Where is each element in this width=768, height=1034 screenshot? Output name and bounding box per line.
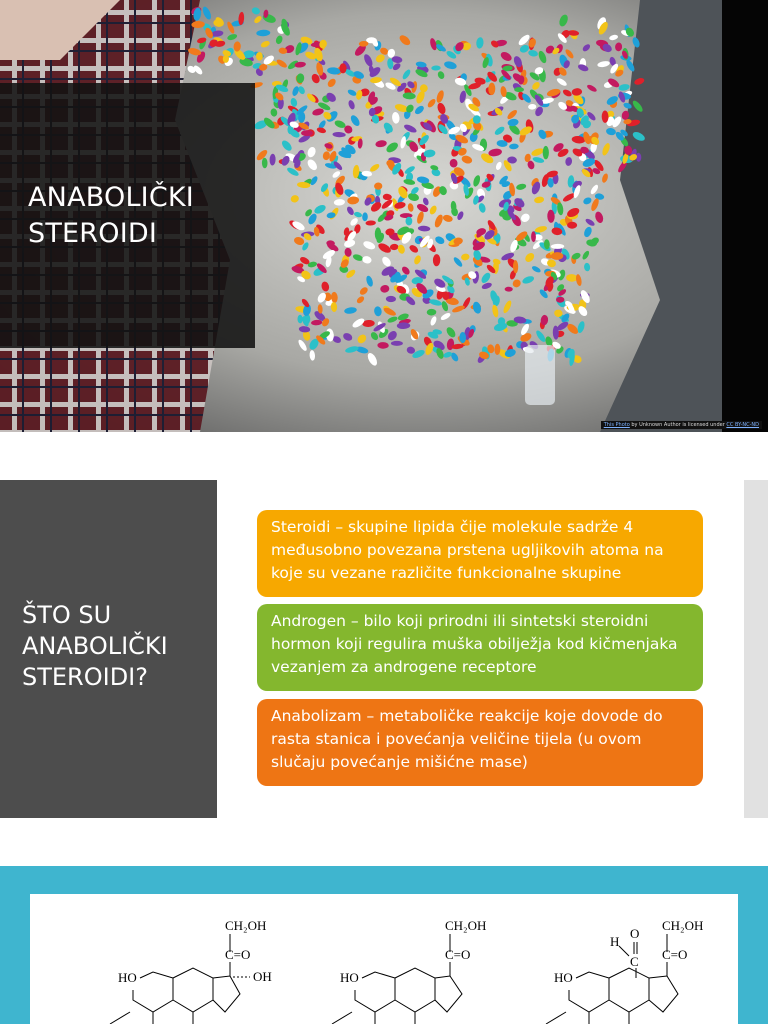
- section-title-line-2: ANABOLIČKI: [22, 632, 168, 660]
- title-line-1: ANABOLIČKI: [28, 182, 194, 213]
- definition-text: Steroidi – skupine lipida čije molekule sadrže 4 međusobno povezana prstena ugljikovih atoma na koje su vezane različite funkcionalne skupine: [271, 518, 664, 582]
- definition-text: Anabolizam – metaboličke reakcije koje dovode do rasta stanica i povećanja veličine tijela (u ovom slučaju povećanje mišićne mase): [271, 707, 663, 771]
- definition-card-androgen: [257, 604, 703, 691]
- ho-label: HO: [554, 970, 573, 985]
- ch2oh-label: CH₂OH: [662, 918, 704, 933]
- definition-card-anabolizam: [257, 699, 703, 786]
- title-slide: [0, 0, 768, 432]
- pill-shape: [543, 146, 549, 159]
- next-slide-edge: [744, 480, 768, 818]
- structures-slide: [0, 866, 768, 1024]
- ho-label: HO: [118, 970, 137, 985]
- steroid-structure-1: [110, 918, 272, 1024]
- oh-label: OH: [253, 969, 272, 984]
- credit-text: by Unknown Author is licensed under: [629, 422, 727, 428]
- aldehyde-h-label: H: [610, 934, 620, 949]
- aldehyde-o-label: O: [630, 926, 640, 941]
- credit-license-link[interactable]: CC BY-NC-ND: [726, 422, 759, 428]
- section-title: [22, 600, 212, 693]
- pill-shape: [339, 63, 346, 73]
- section-title-line-3: STEROIDI?: [22, 663, 148, 691]
- carbonyl-label: C=O: [445, 947, 471, 962]
- slide-title: [28, 180, 253, 252]
- ho-label: HO: [340, 970, 359, 985]
- steroid-structure-3: [546, 918, 703, 1024]
- section-title-line-1: ŠTO SU: [22, 601, 112, 629]
- ch2oh-label: CH₂OH: [445, 918, 487, 933]
- section-title-panel: [0, 480, 217, 818]
- photo-credit: [601, 421, 762, 429]
- vial-shape: [525, 345, 555, 405]
- pill-shape: [567, 222, 577, 229]
- pill-shape: [514, 87, 524, 92]
- credit-photo-link[interactable]: This Photo: [603, 422, 630, 428]
- carbonyl-label: C=O: [225, 947, 251, 962]
- steroid-structures-diagram: [30, 894, 738, 1024]
- ch2oh-label: CH₂OH: [225, 918, 267, 933]
- pill-shape: [459, 332, 466, 343]
- definition-card-steroidi: [257, 510, 703, 597]
- steroid-structure-2: [332, 918, 486, 1024]
- aldehyde-c-label: C: [630, 954, 639, 969]
- definition-text: Androgen – bilo koji prirodni ili sintetski steroidni hormon koji regulira muška obilježja kod kičmenjaka vezanjem za androgene receptore: [271, 612, 678, 676]
- definitions-slide: [0, 480, 768, 818]
- pill-shape: [391, 341, 403, 346]
- title-line-2: STEROIDI: [28, 218, 158, 249]
- carbonyl-label: C=O: [662, 947, 688, 962]
- structures-panel: [30, 894, 738, 1034]
- pill-shape: [375, 227, 381, 240]
